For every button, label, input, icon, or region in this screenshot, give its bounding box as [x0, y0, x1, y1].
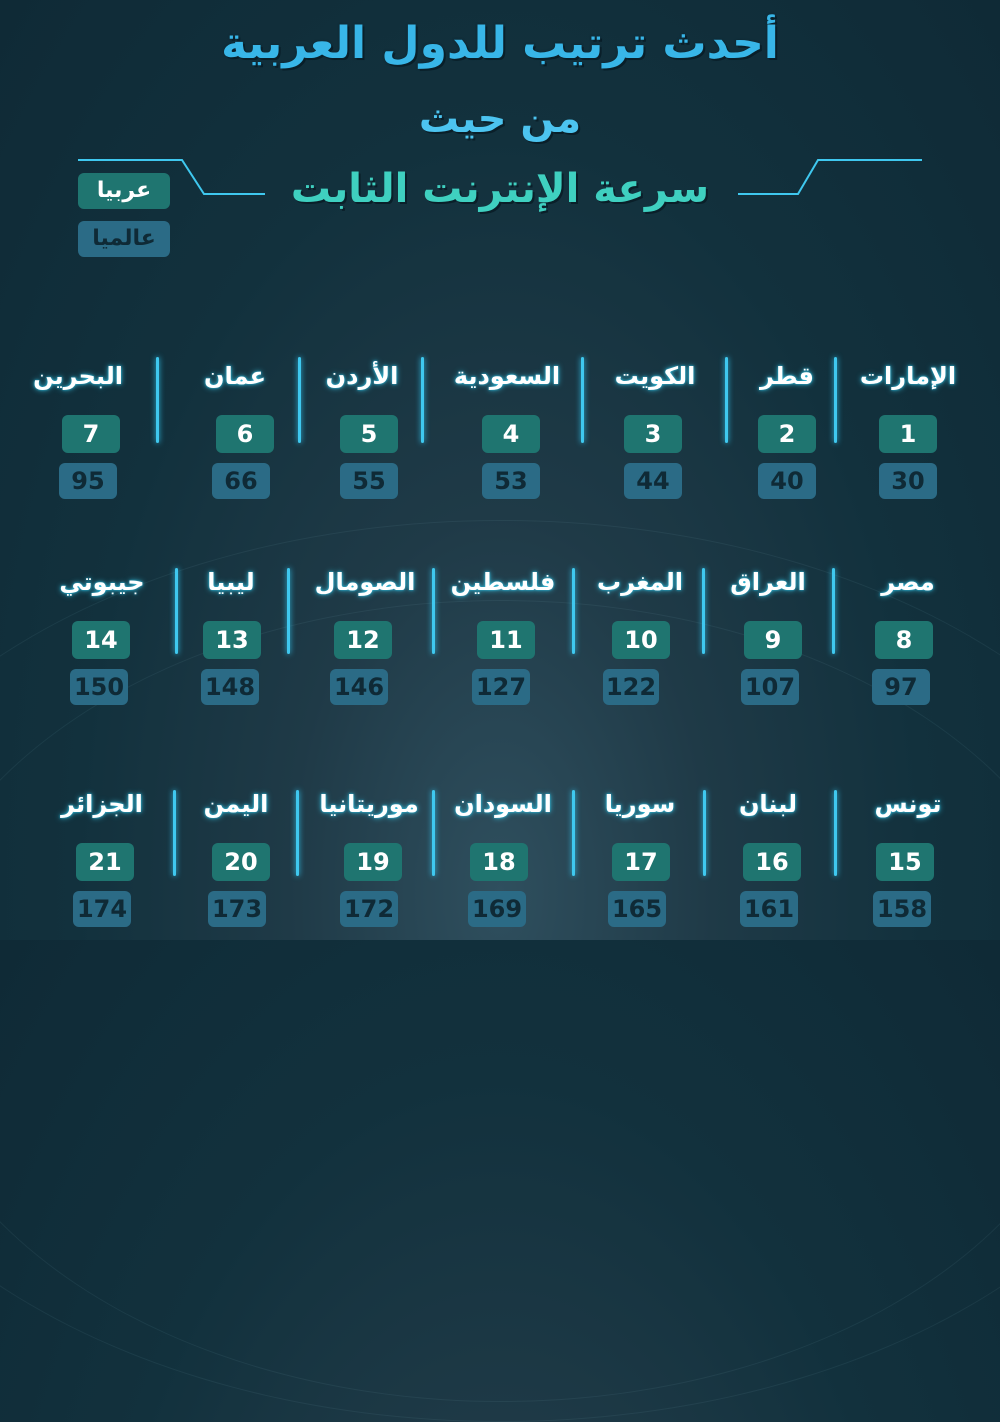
- world-rank-badge: 169: [468, 891, 526, 927]
- country-card: [176, 568, 286, 718]
- country-card: [848, 568, 968, 718]
- column-separator: [703, 790, 706, 876]
- ranking-row-1: [0, 362, 1000, 512]
- arab-rank-badge: 9: [744, 621, 802, 659]
- country-name: الكويت: [614, 362, 696, 390]
- country-name: المغرب: [597, 568, 683, 596]
- world-rank-badge: 44: [624, 463, 682, 499]
- world-rank-badge: 95: [59, 463, 117, 499]
- arab-rank-badge: 6: [216, 415, 274, 453]
- country-name: الأردن: [325, 362, 399, 390]
- country-name: السعودية: [453, 362, 561, 390]
- column-separator: [175, 568, 178, 654]
- world-rank-badge: 158: [873, 891, 931, 927]
- arab-rank-badge: 20: [212, 843, 270, 881]
- world-rank-badge: 173: [208, 891, 266, 927]
- arab-rank-badge: 4: [482, 415, 540, 453]
- country-name: مصر: [881, 568, 935, 596]
- world-rank-badge: 55: [340, 463, 398, 499]
- arab-rank-badge: 8: [875, 621, 933, 659]
- column-separator: [296, 790, 299, 876]
- country-name: سوريا: [604, 790, 676, 818]
- arab-rank-badge: 18: [470, 843, 528, 881]
- country-card: [178, 790, 294, 940]
- page-title: أحدث ترتيب للدول العربية: [221, 18, 779, 69]
- country-name: العراق: [730, 568, 806, 596]
- country-card: [440, 568, 566, 718]
- country-name: الإمارات: [859, 362, 957, 390]
- column-separator: [156, 357, 159, 443]
- country-card: [848, 790, 968, 940]
- arab-rank-badge: 14: [72, 621, 130, 659]
- world-rank-badge: 148: [201, 669, 259, 705]
- arab-rank-badge: 11: [477, 621, 535, 659]
- column-separator: [173, 790, 176, 876]
- column-separator: [834, 790, 837, 876]
- legend-world-rank: عالميا: [78, 221, 170, 257]
- arab-rank-badge: 10: [612, 621, 670, 659]
- country-name: ليبيا: [207, 568, 255, 596]
- background-arc: [0, 600, 1000, 1402]
- arab-rank-badge: 17: [612, 843, 670, 881]
- world-rank-badge: 30: [879, 463, 937, 499]
- arab-rank-badge: 2: [758, 415, 816, 453]
- country-card: [18, 362, 138, 512]
- page-subtitle: من حيث: [418, 96, 582, 142]
- column-separator: [572, 790, 575, 876]
- column-separator: [432, 568, 435, 654]
- country-card: [42, 568, 162, 718]
- world-rank-badge: 146: [330, 669, 388, 705]
- column-separator: [832, 568, 835, 654]
- country-card: [300, 568, 430, 718]
- country-card: [710, 790, 826, 940]
- legend-arab-rank: عربيا: [78, 173, 170, 209]
- world-rank-badge: 66: [212, 463, 270, 499]
- column-separator: [834, 357, 837, 443]
- arab-rank-badge: 15: [876, 843, 934, 881]
- arab-rank-badge: 12: [334, 621, 392, 659]
- column-separator: [725, 357, 728, 443]
- column-separator: [421, 357, 424, 443]
- country-name: تونس: [874, 790, 942, 818]
- world-rank-badge: 172: [340, 891, 398, 927]
- country-card: [848, 362, 968, 512]
- country-card: [740, 362, 834, 512]
- world-rank-badge: 97: [872, 669, 930, 705]
- country-name: اليمن: [203, 790, 269, 818]
- country-card: [712, 568, 824, 718]
- arab-rank-badge: 3: [624, 415, 682, 453]
- ranking-row-2: [0, 568, 1000, 718]
- arab-rank-badge: 21: [76, 843, 134, 881]
- country-card: [580, 568, 700, 718]
- arab-rank-badge: 19: [344, 843, 402, 881]
- country-name: لبنان: [738, 790, 798, 818]
- world-rank-badge: 40: [758, 463, 816, 499]
- column-separator: [572, 568, 575, 654]
- world-rank-badge: 53: [482, 463, 540, 499]
- country-name: الجزائر: [61, 790, 143, 818]
- country-card: [42, 790, 162, 940]
- column-separator: [298, 357, 301, 443]
- world-rank-badge: 161: [740, 891, 798, 927]
- column-separator: [581, 357, 584, 443]
- country-name: الصومال: [314, 568, 416, 596]
- column-separator: [287, 568, 290, 654]
- country-name: جيبوتي: [59, 568, 145, 596]
- world-rank-badge: 150: [70, 669, 128, 705]
- country-card: [306, 790, 432, 940]
- arab-rank-badge: 13: [203, 621, 261, 659]
- country-name: موريتانيا: [319, 790, 419, 818]
- arab-rank-badge: 16: [743, 843, 801, 881]
- country-name: عمان: [204, 362, 266, 390]
- country-name: فلسطين: [450, 568, 556, 596]
- world-rank-badge: 107: [741, 669, 799, 705]
- page-topic: سرعة الإنترنت الثابت: [290, 166, 710, 212]
- column-separator: [702, 568, 705, 654]
- country-card: [175, 362, 295, 512]
- country-card: [435, 362, 579, 512]
- arab-rank-badge: 1: [879, 415, 937, 453]
- world-rank-badge: 174: [73, 891, 131, 927]
- country-name: قطر: [759, 362, 815, 390]
- country-card: [304, 362, 420, 512]
- ranking-row-3: [0, 790, 1000, 940]
- country-card: [580, 790, 700, 940]
- country-name: البحرين: [33, 362, 123, 390]
- arab-rank-badge: 5: [340, 415, 398, 453]
- column-separator: [432, 790, 435, 876]
- country-card: [440, 790, 566, 940]
- country-name: السودان: [454, 790, 552, 818]
- world-rank-badge: 127: [472, 669, 530, 705]
- country-card: [587, 362, 723, 512]
- arab-rank-badge: 7: [62, 415, 120, 453]
- world-rank-badge: 122: [603, 669, 659, 705]
- world-rank-badge: 165: [608, 891, 666, 927]
